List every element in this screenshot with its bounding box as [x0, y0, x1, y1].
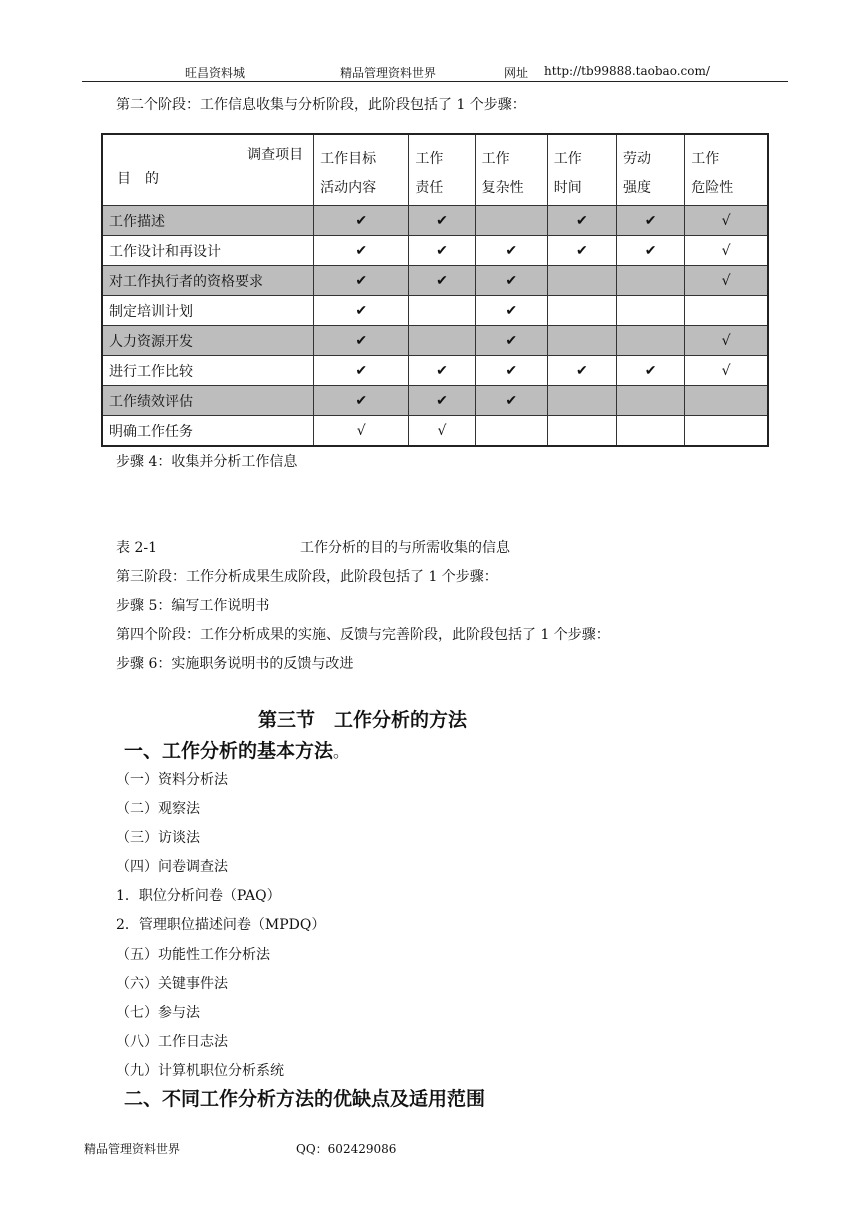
- info-table: [101, 133, 769, 447]
- check-cell: ✔: [314, 206, 409, 236]
- check-cell: [617, 386, 685, 416]
- header-url-label: 网址: [504, 66, 529, 80]
- heading-comparison: 二、不同工作分析方法的优缺点及适用范围: [124, 1088, 486, 1110]
- column-header: 工作 复杂性: [475, 134, 547, 206]
- column-header: 工作 责任: [409, 134, 475, 206]
- row-label: 人力资源开发: [102, 326, 314, 356]
- method-item: （五）功能性工作分析法: [116, 947, 270, 963]
- check-cell: √: [685, 356, 768, 386]
- check-cell: √: [685, 236, 768, 266]
- check-cell: ✔: [475, 266, 547, 296]
- method-item: 1．职位分析问卷（PAQ）: [116, 888, 281, 904]
- check-cell: ✔: [409, 356, 475, 386]
- check-cell: √: [685, 326, 768, 356]
- check-cell: ✔: [475, 356, 547, 386]
- table-row: [102, 356, 768, 386]
- table-row: [102, 296, 768, 326]
- method-item: （一）资料分析法: [116, 772, 228, 788]
- check-cell: ✔: [314, 326, 409, 356]
- check-cell: ✔: [475, 236, 547, 266]
- check-cell: ✔: [409, 266, 475, 296]
- row-label: 制定培训计划: [102, 296, 314, 326]
- column-header: 工作 危险性: [685, 134, 768, 206]
- check-cell: ✔: [314, 386, 409, 416]
- check-cell: [409, 296, 475, 326]
- step5: 步骤 5：编写工作说明书: [116, 598, 270, 614]
- check-cell: ✔: [314, 296, 409, 326]
- section-title: 第三节 工作分析的方法: [258, 709, 468, 731]
- check-cell: √: [685, 266, 768, 296]
- column-header: 工作目标 活动内容: [314, 134, 409, 206]
- check-cell: [617, 296, 685, 326]
- method-item: （四）问卷调查法: [116, 859, 228, 875]
- table-row: [102, 326, 768, 356]
- table-caption-title: 工作分析的目的与所需收集的信息: [300, 540, 510, 556]
- check-cell: [475, 416, 547, 447]
- column-header: 劳动 强度: [617, 134, 685, 206]
- check-cell: ✔: [617, 356, 685, 386]
- header-url[interactable]: http://tb99888.taobao.com/: [544, 64, 710, 78]
- check-cell: ✔: [617, 236, 685, 266]
- table-header-row: [102, 134, 768, 206]
- check-cell: ✔: [475, 296, 547, 326]
- check-cell: [685, 416, 768, 447]
- method-item: （六）关键事件法: [116, 976, 228, 992]
- check-cell: [547, 416, 616, 447]
- table-row: [102, 236, 768, 266]
- check-cell: ✔: [314, 356, 409, 386]
- check-cell: ✔: [409, 236, 475, 266]
- check-cell: ✔: [314, 236, 409, 266]
- row-label: 进行工作比较: [102, 356, 314, 386]
- check-cell: ✔: [475, 386, 547, 416]
- table-row: [102, 206, 768, 236]
- check-cell: [547, 296, 616, 326]
- row-label: 明确工作任务: [102, 416, 314, 447]
- row-label: 对工作执行者的资格要求: [102, 266, 314, 296]
- check-cell: [547, 326, 616, 356]
- header-rule: [82, 81, 788, 82]
- header-left: 旺昌资料城: [185, 66, 246, 80]
- method-item: （八）工作日志法: [116, 1034, 228, 1050]
- check-cell: ✔: [617, 206, 685, 236]
- check-cell: [617, 326, 685, 356]
- header-center: 精品管理资料世界: [340, 66, 437, 80]
- footer-qq: QQ：602429086: [296, 1142, 397, 1156]
- check-cell: [685, 386, 768, 416]
- corner-top-label: 调查项目: [247, 147, 304, 163]
- table-caption-number: 表 2-1: [116, 540, 157, 556]
- check-cell: √: [685, 206, 768, 236]
- method-item: （九）计算机职位分析系统: [116, 1063, 284, 1079]
- row-label: 工作设计和再设计: [102, 236, 314, 266]
- row-label: 工作绩效评估: [102, 386, 314, 416]
- step6: 步骤 6：实施职务说明书的反馈与改进: [116, 656, 354, 672]
- check-cell: ✔: [547, 206, 616, 236]
- check-cell: ✔: [547, 356, 616, 386]
- method-item: 2．管理职位描述问卷（MPDQ）: [116, 917, 326, 933]
- check-cell: [617, 416, 685, 447]
- intro-paragraph: 第二个阶段：工作信息收集与分析阶段，此阶段包括了 1 个步骤：: [116, 97, 526, 113]
- row-label: 工作描述: [102, 206, 314, 236]
- table-row: [102, 266, 768, 296]
- corner-cell: [102, 134, 314, 206]
- check-cell: [475, 206, 547, 236]
- check-cell: ✔: [547, 236, 616, 266]
- check-cell: √: [409, 416, 475, 447]
- method-item: （七）参与法: [116, 1005, 200, 1021]
- column-header: 工作 时间: [547, 134, 616, 206]
- check-cell: [547, 266, 616, 296]
- table-row: [102, 386, 768, 416]
- check-cell: [409, 326, 475, 356]
- footer-left: 精品管理资料世界: [84, 1142, 181, 1156]
- method-item: （二）观察法: [116, 801, 200, 817]
- check-cell: ✔: [475, 326, 547, 356]
- check-cell: ✔: [409, 386, 475, 416]
- method-item: （三）访谈法: [116, 830, 200, 846]
- check-cell: [547, 386, 616, 416]
- check-cell: ✔: [409, 206, 475, 236]
- para4: 第四个阶段：工作分析成果的实施、反馈与完善阶段，此阶段包括了 1 个步骤：: [116, 627, 610, 643]
- check-cell: ✔: [314, 266, 409, 296]
- check-cell: [685, 296, 768, 326]
- step4: 步骤 4：收集并分析工作信息: [116, 454, 298, 470]
- heading-basic-methods: 一、工作分析的基本方法。: [124, 740, 350, 762]
- para3: 第三阶段：工作分析成果生成阶段，此阶段包括了 1 个步骤：: [116, 569, 498, 585]
- check-cell: [617, 266, 685, 296]
- table-row: [102, 416, 768, 447]
- check-cell: √: [314, 416, 409, 447]
- corner-bottom-label: 目 的: [117, 171, 159, 187]
